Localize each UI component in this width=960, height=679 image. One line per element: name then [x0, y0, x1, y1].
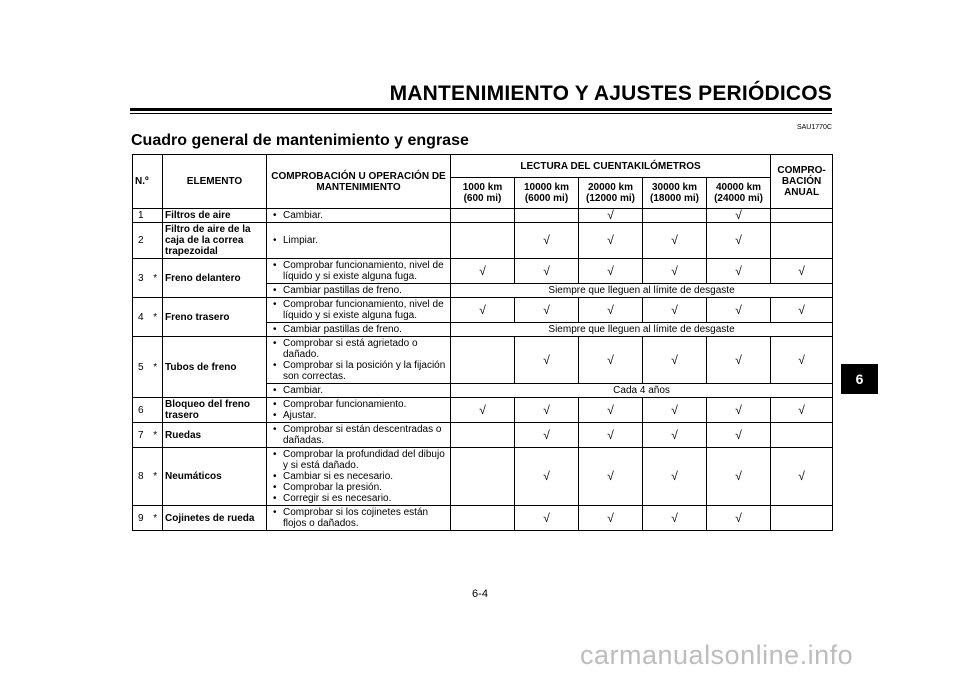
- header-interval-3: 20000 km (12000 mi): [579, 178, 643, 209]
- header-rule-thick: [130, 108, 832, 111]
- row-operation: • Comprobar la profundidad del dibujo y si está dañado. • Cambiar si es necesario. • Comprobar la presión. • Corregir si es necesario.: [267, 448, 451, 506]
- row-operation: • Cambiar.: [267, 209, 451, 223]
- check-cell: √: [707, 448, 771, 506]
- row-operation: • Cambiar pastillas de freno.: [267, 323, 451, 337]
- check-cell: √: [643, 398, 707, 423]
- row-num: 5: [133, 337, 149, 398]
- row-operation: • Cambiar.: [267, 384, 451, 398]
- row-num: 9: [133, 506, 149, 531]
- chapter-tab[interactable]: 6: [841, 364, 878, 394]
- header-interval-2: 10000 km (6000 mi): [515, 178, 579, 209]
- header-interval-1: 1000 km (600 mi): [451, 178, 515, 209]
- row-element: Neumáticos: [163, 448, 267, 506]
- table-row: [133, 423, 833, 448]
- header-row-1: [133, 155, 833, 178]
- check-cell: √: [643, 448, 707, 506]
- check-cell: √: [771, 448, 833, 506]
- check-cell: √: [771, 398, 833, 423]
- row-operation: • Cambiar pastillas de freno.: [267, 284, 451, 298]
- row-num: 7: [133, 423, 149, 448]
- check-cell: [451, 506, 515, 531]
- check-cell: √: [515, 398, 579, 423]
- interval-note: Cada 4 años: [451, 384, 833, 398]
- check-cell: √: [707, 259, 771, 284]
- header-odometer: LECTURA DEL CUENTAKILÓMETROS: [451, 155, 771, 178]
- check-cell: √: [771, 259, 833, 284]
- row-operation: • Comprobar si los cojinetes están flojos o dañados.: [267, 506, 451, 531]
- check-cell: [771, 223, 833, 259]
- table-row: [133, 337, 833, 384]
- page-header-title: MANTENIMIENTO Y AJUSTES PERIÓDICOS: [389, 82, 832, 105]
- check-cell: √: [515, 337, 579, 384]
- check-cell: [771, 506, 833, 531]
- row-operation: • Comprobar funcionamiento. • Ajustar.: [267, 398, 451, 423]
- check-cell: √: [579, 448, 643, 506]
- check-cell: √: [451, 298, 515, 323]
- row-star: *: [149, 259, 163, 298]
- row-element: Tubos de freno: [163, 337, 267, 398]
- row-num: 6: [133, 398, 149, 423]
- check-cell: √: [579, 259, 643, 284]
- row-operation: • Comprobar funcionamiento, nivel de líquido y si existe alguna fuga.: [267, 298, 451, 323]
- check-cell: √: [707, 223, 771, 259]
- table-row: [133, 448, 833, 506]
- row-element: Bloqueo del freno trasero: [163, 398, 267, 423]
- check-cell: √: [643, 506, 707, 531]
- check-cell: √: [515, 506, 579, 531]
- header-operation: COMPROBACIÓN U OPERACIÓN DE MANTENIMIENTO: [267, 155, 451, 209]
- check-cell: √: [515, 223, 579, 259]
- row-star: [149, 223, 163, 259]
- check-cell: √: [579, 423, 643, 448]
- check-cell: √: [707, 209, 771, 223]
- row-num: 2: [133, 223, 149, 259]
- check-cell: [771, 423, 833, 448]
- row-num: 4: [133, 298, 149, 337]
- check-cell: √: [579, 223, 643, 259]
- row-element: Freno trasero: [163, 298, 267, 337]
- check-cell: √: [707, 298, 771, 323]
- check-cell: [771, 209, 833, 223]
- row-operation: • Limpiar.: [267, 223, 451, 259]
- check-cell: √: [643, 223, 707, 259]
- row-star: *: [149, 448, 163, 506]
- check-cell: √: [707, 398, 771, 423]
- check-cell: [451, 337, 515, 384]
- check-cell: √: [515, 423, 579, 448]
- check-cell: √: [579, 209, 643, 223]
- table-row: [133, 259, 833, 284]
- table-row: [133, 223, 833, 259]
- check-cell: √: [707, 423, 771, 448]
- row-element: Ruedas: [163, 423, 267, 448]
- table-row: [133, 506, 833, 531]
- check-cell: √: [515, 448, 579, 506]
- check-cell: √: [643, 337, 707, 384]
- row-star: [149, 209, 163, 223]
- header-rule-thin: [130, 113, 832, 114]
- check-cell: √: [643, 423, 707, 448]
- row-star: *: [149, 506, 163, 531]
- check-cell: √: [579, 337, 643, 384]
- check-cell: [451, 209, 515, 223]
- table-row: [133, 298, 833, 323]
- check-cell: [515, 209, 579, 223]
- header-element: ELEMENTO: [163, 155, 267, 209]
- page-number: 6-4: [472, 588, 488, 600]
- row-operation: • Comprobar si están descentradas o dañadas.: [267, 423, 451, 448]
- check-cell: √: [707, 337, 771, 384]
- check-cell: √: [579, 398, 643, 423]
- row-element: Filtros de aire: [163, 209, 267, 223]
- row-operation: • Comprobar funcionamiento, nivel de líquido y si existe alguna fuga.: [267, 259, 451, 284]
- header-annual: COMPRO- BACIÓN ANUAL: [771, 155, 833, 209]
- header-num: N.º: [133, 155, 149, 209]
- row-element: Freno delantero: [163, 259, 267, 298]
- header-interval-4: 30000 km (18000 mi): [643, 178, 707, 209]
- row-num: 1: [133, 209, 149, 223]
- check-cell: √: [771, 337, 833, 384]
- check-cell: √: [771, 298, 833, 323]
- check-cell: [643, 209, 707, 223]
- check-cell: [451, 223, 515, 259]
- row-star: *: [149, 423, 163, 448]
- table-row: [133, 209, 833, 223]
- maintenance-table: [132, 154, 833, 531]
- table-row: [133, 398, 833, 423]
- check-cell: √: [515, 298, 579, 323]
- watermark-text: carmanualsonline.info: [580, 640, 854, 670]
- check-cell: √: [643, 298, 707, 323]
- header-star-col: [149, 155, 163, 209]
- check-cell: √: [451, 259, 515, 284]
- check-cell: √: [707, 506, 771, 531]
- check-cell: √: [579, 506, 643, 531]
- check-cell: √: [515, 259, 579, 284]
- row-element: Filtro de aire de la caja de la correa trapezoidal: [163, 223, 267, 259]
- row-star: *: [149, 298, 163, 337]
- header-interval-5: 40000 km (24000 mi): [707, 178, 771, 209]
- row-num: 8: [133, 448, 149, 506]
- check-cell: √: [643, 259, 707, 284]
- check-cell: [451, 423, 515, 448]
- check-cell: √: [451, 398, 515, 423]
- section-title: Cuadro general de mantenimiento y engrase: [131, 132, 469, 149]
- row-num: 3: [133, 259, 149, 298]
- interval-note: Siempre que lleguen al límite de desgaste: [451, 284, 833, 298]
- section-code: SAU1770C: [796, 124, 832, 131]
- row-star: *: [149, 337, 163, 398]
- row-element: Cojinetes de rueda: [163, 506, 267, 531]
- row-operation: • Comprobar si está agrietado o dañado. • Comprobar si la posición y la fijación son correctas.: [267, 337, 451, 384]
- interval-note: Siempre que lleguen al límite de desgaste: [451, 323, 833, 337]
- check-cell: [451, 448, 515, 506]
- row-star: [149, 398, 163, 423]
- check-cell: √: [579, 298, 643, 323]
